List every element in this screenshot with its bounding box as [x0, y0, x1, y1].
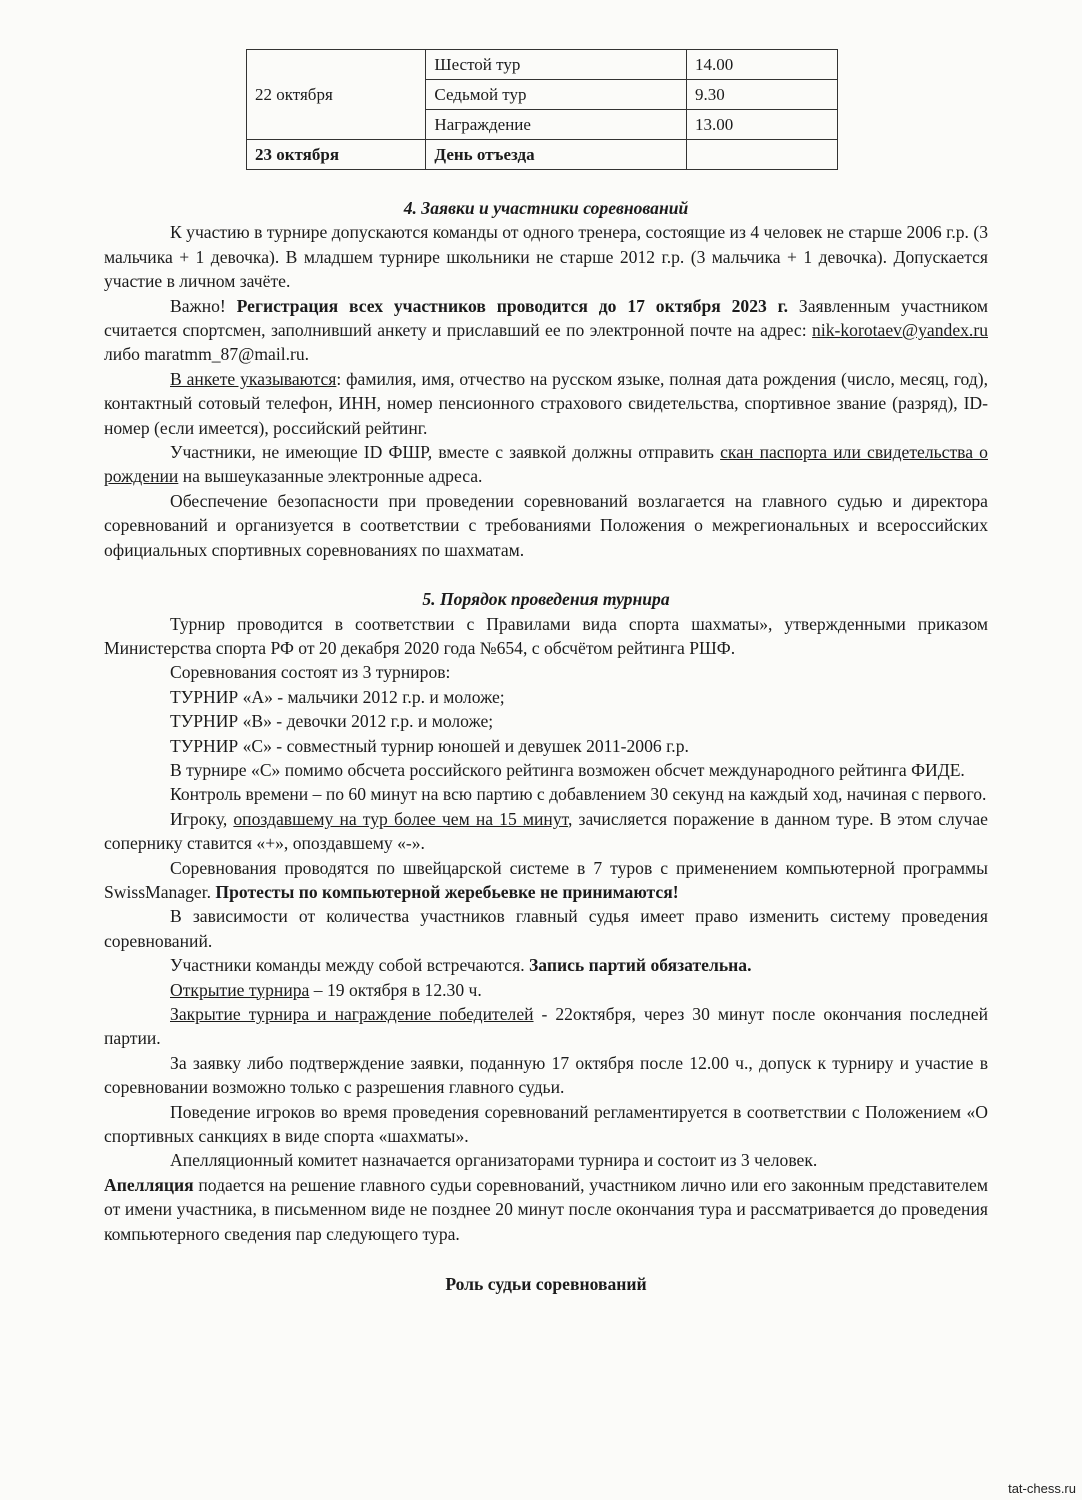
paragraph: Обеспечение безопасности при проведении соревнований возлагается на главного судью и директора соревнований и организуется в соответствии с требованиями Положения о межрегиональных и всероссийских официальных спортивных соревнованиях по шахматам. [104, 490, 988, 560]
section-6-heading: Роль судьи соревнований [445, 1274, 647, 1295]
list-item: ТУРНИР «А» - мальчики 2012 г.р. и моложе; [170, 686, 505, 707]
paragraph: Апелляционный комитет назначается организаторами турнира и состоит из 3 человек. [170, 1150, 818, 1171]
schedule-date-cell: 23 октября [247, 140, 426, 170]
text: : фамилия, имя, отчество на русском языке, полная дата рождения (число, месяц, год), контактный сотовый телефон, ИНН, номер пенсионного страхового свидетельства, спортивное звание (разряд), ID-номер (если имеется), российский рейтинг. [104, 368, 988, 438]
schedule-event-cell: День отъезда [426, 140, 687, 170]
bold-text: Запись партий обязательна. [529, 955, 752, 976]
text: Участники, не имеющие ID ФШР, вместе с заявкой должны отправить [170, 442, 721, 463]
paragraph [104, 978, 988, 1002]
paragraph: В зависимости от количества участников главный судья имеет право изменить систему проведения соревнований. [104, 906, 988, 951]
bold-text: Апелляция [104, 1174, 194, 1195]
text: Заявленным участником считается спортсмен, заполнивший анкету и приславший ее по электронной почте на адрес: [104, 295, 988, 341]
text: либо maratmm_87@mail.ru. [104, 344, 310, 365]
schedule-time-cell: 13.00 [686, 110, 837, 140]
table-row [247, 50, 838, 80]
schedule-event-cell: Седьмой тур [426, 80, 687, 110]
paragraph [104, 856, 988, 905]
underlined-text: опоздавшему на тур более чем на 15 минут [233, 808, 569, 829]
text: – 19 октября в 12.30 ч. [309, 979, 482, 1000]
paragraph: Поведение игроков во время проведения соревнований регламентируется в соответствии с Положением «О спортивных санкциях в виде спорта «шахматы». [104, 1101, 988, 1147]
schedule-time-cell: 9.30 [686, 80, 837, 110]
paragraph [104, 440, 988, 489]
text: Игроку, [170, 808, 234, 829]
document-body [104, 196, 988, 1296]
schedule-time-cell: 14.00 [686, 50, 837, 80]
paragraph: К участию в турнире допускаются команды от одного тренера, состоящие из 4 человек не старше 2006 г.р. (3 мальчика + 1 девочка). В младшем турнире школьники не старше 2012 г.р. (3 мальчика + 1 девочка). Допускается участие в личном зачёте. [104, 222, 988, 292]
section-5-heading: 5. Порядок проведения турнира [422, 589, 670, 610]
bold-text: Протесты по компьютерной жеребьевке не принимаются! [215, 881, 679, 902]
email-link[interactable]: nik-korotaev@yandex.ru [812, 320, 988, 341]
text: Соревнования проводятся по швейцарской системе в 7 туров с применением компьютерной программы SwissManager. [104, 857, 988, 902]
text: подается на решение главного судьи соревнований, участником лично или его законным представителем от имени участника, в письменном виде не позднее 20 минут после окончания тура и рассматривается до проведения компьютерного сведения пар следующего тура. [104, 1174, 988, 1244]
bold-text: Регистрация всех участников проводится до 17 октября 2023 г. [236, 295, 789, 316]
paragraph [104, 1002, 988, 1051]
paragraph: Турнир проводится в соответствии с Правилами вида спорта шахматы», утвержденными приказом Министерства спорта РФ от 20 декабря 2020 года №654, с обсчётом рейтинга РШФ. [104, 613, 988, 658]
paragraph [104, 294, 988, 367]
text: , зачисляется поражение в данном туре. В этом случае сопернику ставится «+», опоздавшему «-». [104, 808, 988, 854]
schedule-event-cell: Шестой тур [426, 50, 687, 80]
paragraph: Контроль времени – по 60 минут на всю партию с добавлением 30 секунд на каждый ход, начиная с первого. [170, 784, 987, 805]
list-item: ТУРНИР «В» - девочки 2012 г.р. и моложе; [170, 711, 494, 732]
text: Участники команды между собой встречаются. [170, 955, 529, 976]
paragraph: За заявку либо подтверждение заявки, поданную 17 октября после 12.00 ч., допуск к турниру и участие в соревновании возможно только с разрешения главного судьи. [104, 1052, 988, 1098]
section-4-heading: 4. Заявки и участники соревнований [403, 198, 689, 218]
list-item: ТУРНИР «С» - совместный турнир юношей и девушек 2011-2006 г.р. [170, 735, 689, 756]
paragraph [104, 807, 988, 856]
text: - 22октября, через 30 минут после окончания последней партии. [104, 1004, 988, 1049]
watermark: tat-chess.ru [1008, 1481, 1076, 1496]
underlined-text: В анкете указываются [170, 368, 337, 389]
paragraph: Соревнования состоят из 3 турниров: [170, 662, 451, 683]
text: на вышеуказанные электронные адреса. [178, 466, 483, 487]
schedule-date-cell: 22 октября [247, 50, 426, 140]
paragraph [104, 367, 988, 440]
schedule-table [246, 49, 838, 170]
underlined-text: Открытие турнира [170, 979, 310, 1000]
text: Важно! [170, 295, 237, 316]
underlined-text: Закрытие турнира и награждение победителей [170, 1004, 534, 1024]
table-row [247, 140, 838, 170]
paragraph [104, 953, 988, 977]
underlined-text: скан паспорта или свидетельства о рождении [104, 442, 988, 487]
paragraph [104, 1173, 988, 1246]
schedule-time-cell [686, 140, 837, 170]
paragraph: В турнире «С» помимо обсчета российского рейтинга возможен обсчет международного рейтинга ФИДЕ. [170, 759, 965, 780]
schedule-event-cell: Награждение [426, 110, 687, 140]
